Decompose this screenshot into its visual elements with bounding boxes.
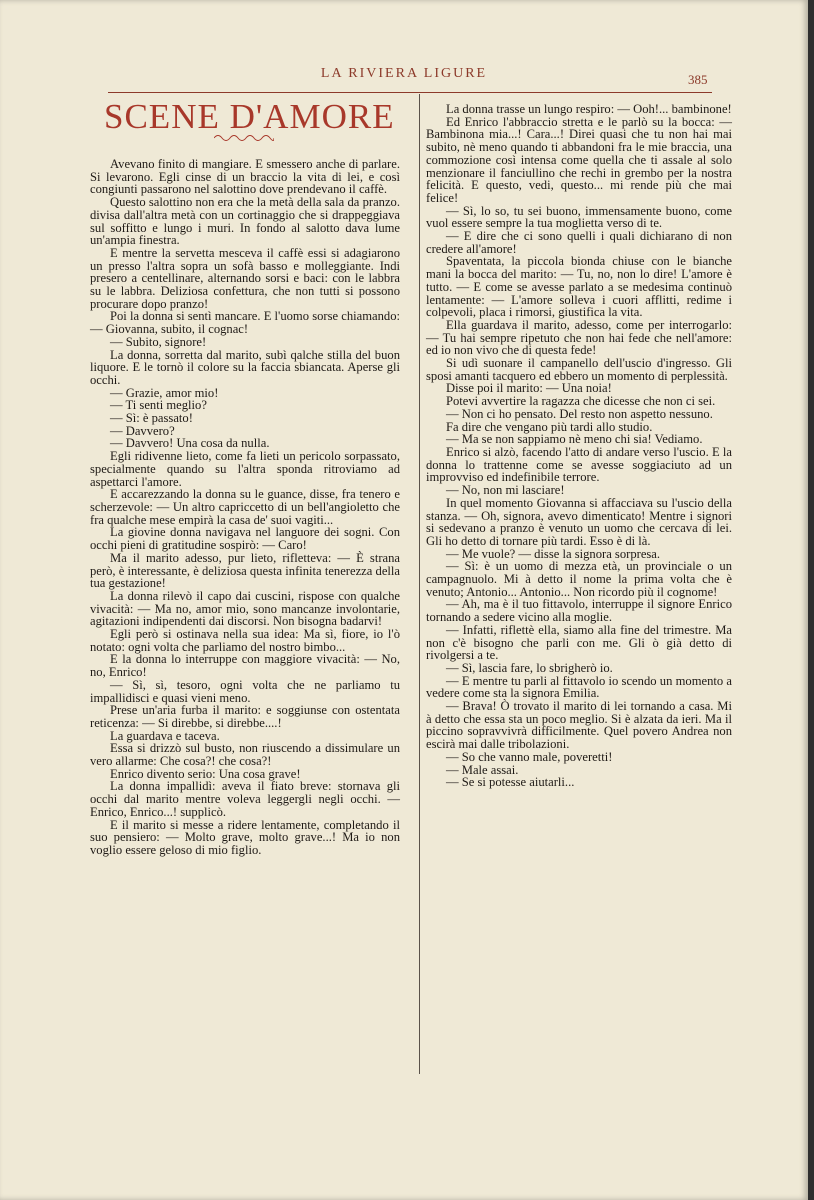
paragraph: Potevi avvertire la ragazza che dicesse che non ci sei. [446,394,716,409]
paragraph: — Sì, lo so, tu sei buono, immensamente buono, come vuol essere sempre la tua moglietta verso di te. [426,203,732,231]
paragraph: E la donna lo interruppe con maggiore vivacità: — No, no, Enrico! [90,652,400,680]
paragraph: — Sì, lascia fare, lo sbrigherò io. [446,660,613,675]
paragraph: Enrico divento serio: Una cosa grave! [110,766,301,781]
paragraph: Disse poi il marito: — Una noia! [446,381,612,396]
paragraph: Enrico si alzò, facendo l'atto di andare verso l'uscio. E la donna lo trattenne come se avesse soggiaciuto ad un improvviso ed indefinibile terrore. [426,444,732,485]
paragraph: — E mentre tu parli al fittavolo io scendo un momento a vedere come sta la signora Emilia. [426,673,732,701]
column-divider [419,94,420,1074]
title-ornament [214,133,274,143]
paragraph: — Se si potesse aiutarli... [446,775,575,790]
paragraph: Ella guardava il marito, adesso, come per interrogarlo: — Tu hai sempre ripetuto che non hai fede che nell'amore: ed io non vivo che di questa fede! [426,317,732,358]
paragraph: — Brava! Ò trovato il marito di lei tornando a casa. Mi à detto che essa sta un poco meglio. Si è alzata da ieri. Ma il piccino sopravvivrà difficilmente. Quel povero Andrea non escirà mai dalle tribolazioni. [426,699,732,752]
paragraph: — Non ci ho pensato. Del resto non aspetto nessuno. [446,406,713,421]
paragraph: Prese un'aria furba il marito: e soggiunse con ostentata reticenza: — Si direbbe, si direbbe....! [90,703,400,730]
header-rule [108,92,712,93]
paragraph: Avevano finito di mangiare. E smessero anche di parlare. Si levarono. Egli cinse di un braccio la vita di lei, e così congiunti passarono nel salottino dove prendevano il caffè. [90,157,400,197]
paragraph: Questo salottino non era che la metà della sala da pranzo. divisa dall'altra metà con un cortinaggio che si drappeggiava sul soffitto e lungo i muri. In fondo al salotto dava lume un'ampia finestra. [90,195,400,248]
scan-edge [808,0,814,1200]
paragraph: — Infatti, riflettè ella, siamo alla fine del trimestre. Ma non c'è bisogno che parli con me. Gli ò già detto di rivolgersi a te. [426,622,732,663]
paragraph: Egli però si ostinava nella sua idea: Ma sì, fiore, io l'ò notato: ogni volta che parliamo del nostro bimbo... [90,627,400,654]
paragraph: E il marito si messe a ridere lentamente, completando il suo pensiero: — Molto grave, molto grave...! Ma io non voglio essere geloso di mio figlio. [90,817,400,857]
paragraph: — Ma se non sappiamo nè meno chi sia! Vediamo. [446,432,703,447]
paragraph: Essa si drizzò sul busto, non riuscendo a dissimulare un vero allarme: Che cosa?! che cosa?! [90,741,400,769]
page-number: 385 [688,72,708,87]
left-column [90,158,400,857]
paragraph: La donna trasse un lungo respiro: — Ooh!... bambinone! [446,102,732,116]
paragraph: — Sì: è passato! [110,411,193,426]
paragraph: — Sì: è un uomo di mezza età, un provinciale o un campagnuolo. Mi à detto il nome la prima volta che è venuto; Antonio... Antonio... Non ricordo più il cognome! [426,559,732,599]
paragraph: E accarezzando la donna su le guance, disse, fra tenero e scherzevole: — Un altro capriccetto di un bell'angioletto che fra qualche mese empirà la casa de' suoi vagiti... [90,487,400,527]
paragraph: Egli ridivenne lieto, come fa lieti un pericolo sorpassato, specialmente quando su l'altra sponda ritroviamo ad aspettarci l'amore. [90,449,400,489]
paragraph: La donna rilevò il capo dai cuscini, rispose con qualche vivacità: — Ma no, amor mio, sono mancanze involontarie, agitazioni indipendenti dai discorsi. Non bisogna badarvi! [90,588,400,629]
paragraph: — Davvero! Una cosa da nulla. [110,436,270,451]
paragraph: Ma il marito adesso, pur lieto, rifletteva: — È strana però, è interessante, è deliziosa questa infinita tenerezza della tua gestazione! [90,550,400,591]
paragraph: Ed Enrico l'abbraccio stretta e le parlò su la bocca: — Bambinona mia...! Cara...! Direi quasi che tu non hai mai subito, nè meno quando ti abbandoni fra le mie braccia, una commozione così intensa come quella che ti assale al solo menzionare il fanciullino che rechi in grembo per la nostra felicità. E questo, vedi, questo... mi rende più che mai felice! [426,114,732,205]
article-title: SCENE D'AMORE [104,97,395,136]
paragraph: Si udì suonare il campanello dell'uscio d'ingresso. Gli sposi amanti tacquero ed ebbero un momento di perplessità. [426,356,732,383]
paragraph: E mentre la servetta mesceva il caffè essi si adagiarono un presso l'altra sopra un sofà basso e molleggiante. Indi presero a centellinare, alternando sorsi e baci: con le labbra su le labbra. Deliziosa confettura, che non tutti si possono procurare dopo pranzo! [90,245,400,311]
paragraph: — Me vuole? — disse la signora sorpresa. [446,546,661,561]
running-head: LA RIVIERA LIGURE [320,66,488,81]
paragraph: Spaventata, la piccola bionda chiuse con le bianche mani la bocca del marito: — Tu, no, non lo dire! L'amore è tutto. — E come se avesse parlato a se medesima continuò lentamente: — L'amore solleva i cuori afflitti, redime i colpevoli, placa i rimorsi, giustifica la vita. [426,254,732,320]
paragraph: — Subito, signore! [110,334,207,349]
paragraph: In quel momento Giovanna si affacciava su l'uscio della stanza. — Oh, signora, avevo dimenticato! Mentre i signori si sedevano a pranzo è venuto un uomo che cercava di lei. Gli ho detto di tornare più tardi. Esso è di là. [426,495,732,548]
paragraph: La donna impallidì: aveva il fiato breve: stornava gli occhi dal marito mentre voleva leggergli negli occhi. — Enrico, Enrico...! supplicò. [90,779,400,819]
paragraph: La donna, sorretta dal marito, subì qalche stilla del buon liquore. E le tornò il colore su la faccia sbiancata. Aperse gli occhi. [90,347,400,387]
paragraph: — Male assai. [446,762,519,777]
paragraph: — E dire che ci sono quelli i quali dichiarano di non credere all'amore! [426,229,732,256]
paragraph: — Davvero? [110,423,175,438]
paragraph: — So che vanno male, poveretti! [446,749,613,764]
paragraph: — Grazie, amor mio! [110,385,219,400]
paragraph: — Sì, sì, tesoro, ogni volta che ne parliamo tu impallidisci e quasi vieni meno. [90,677,400,705]
right-column [426,103,732,789]
paragraph: Fa dire che vengano più tardi allo studio. [446,419,653,434]
paragraph: Poi la donna si sentì mancare. E l'uomo sorse chiamando: — Giovanna, subito, il cognac! [90,309,400,337]
paragraph: — Ah, ma è il tuo fittavolo, interruppe il signore Enrico tornando a sedere vicino alla moglie. [426,597,732,625]
paragraph: — Ti senti meglio? [110,398,207,413]
paragraph: — No, non mi lasciare! [446,483,565,498]
paragraph: La guardava e taceva. [110,728,220,743]
paragraph: La giovine donna navigava nel languore dei sogni. Con occhi pieni di gratitudine sospirò: — Caro! [90,525,400,553]
